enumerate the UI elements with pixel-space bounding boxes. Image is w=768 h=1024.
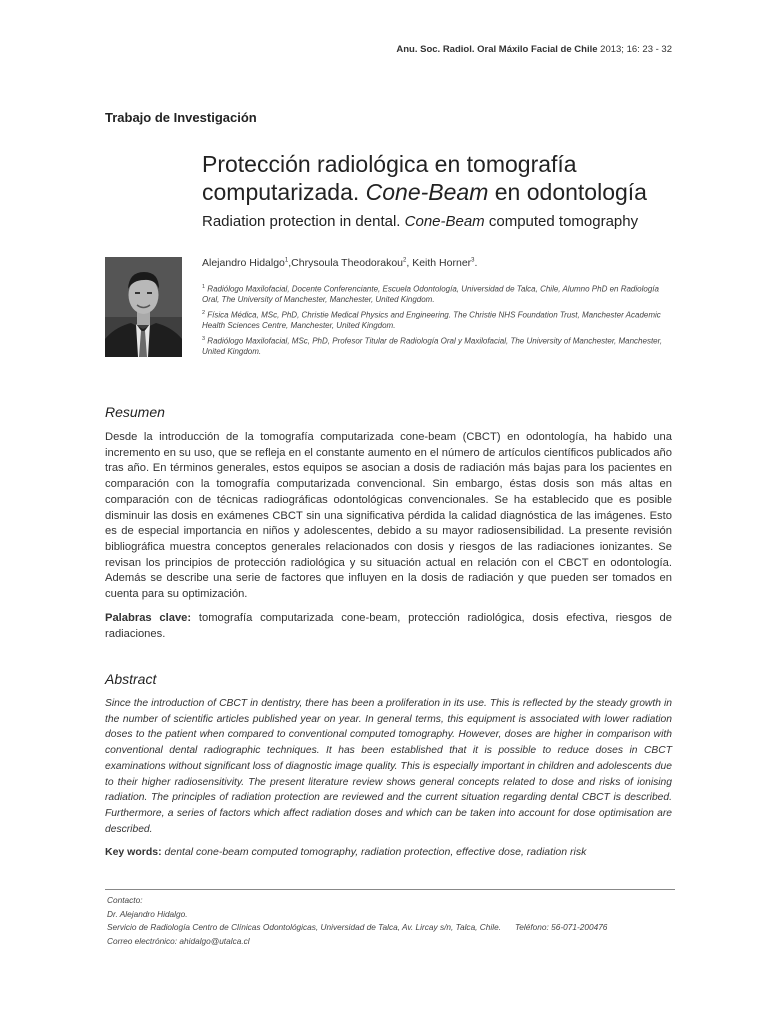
- affiliation-2-text: Física Médica, MSc, PhD, Christie Medical Physics and Engineering. The Christie NHS Foundation Trust, Manchester Academic Health Sciences Centre, Manchester, United Kingdom.: [202, 310, 661, 331]
- contact-name: Dr. Alejandro Hidalgo.: [107, 908, 188, 919]
- author-2-mark: 2: [403, 257, 407, 264]
- author-list: [202, 257, 682, 269]
- key-words: [105, 845, 672, 860]
- key-words-text: dental cone-beam computed tomography, radiation protection, effective dose, radiation risk: [161, 846, 587, 858]
- contact-address-line: [107, 921, 677, 935]
- palabras-clave: [105, 611, 672, 642]
- affiliation-3-text: Radiólogo Maxilofacial, MSc, PhD, Profesor Titular de Radiología Oral y Maxilofacial, The University of Manchester, Manchester, United Kingdom.: [202, 336, 663, 356]
- contact-divider: [105, 889, 675, 890]
- contact-phone: Teléfono: 56-071-200476: [515, 922, 608, 933]
- resumen-heading: Resumen: [105, 404, 165, 420]
- palabras-clave-label: Palabras clave:: [105, 612, 192, 624]
- contact-block: [107, 894, 677, 948]
- affiliation-3: [202, 334, 677, 358]
- title-en-part2: computed tomography: [484, 213, 639, 230]
- affiliation-1-text: Radiólogo Maxilofacial, Docente Conferenciante, Escuela Odontología, Universidad de Talca, Chile, Alumno PhD en Radiología Oral, The University of Manchester, Manchester, United Kingdom.: [202, 284, 659, 305]
- affiliation-2: [202, 308, 677, 332]
- author-2: ,Chrysoula Theodorakou: [288, 257, 404, 269]
- author-3-mark: 3: [471, 257, 475, 264]
- title-es-italic: Cone-Beam: [365, 179, 489, 205]
- author-photo: [105, 257, 182, 357]
- affiliation-2-number: 2: [202, 309, 206, 316]
- author-portrait-image: [105, 257, 182, 357]
- author-1-mark: 1: [284, 257, 289, 264]
- journal-name: Anu. Soc. Radiol. Oral Máxilo Facial de Chile: [396, 44, 598, 55]
- title-english: [202, 212, 722, 232]
- title-en-part1: Radiation protection in dental.: [202, 213, 405, 230]
- resumen-body: Desde la introducción de la tomografía computarizada cone-beam (CBCT) en odontología, ha habido una incremento en su uso, que se refleja en el constante aumento en el número de artículos científicos publicados año tras año. En términos generales, estos equipos se asocian a dosis de radiación más bajas para los pacientes en comparación con la tomografía computarizada convencional. Sin embargo, éstas dosis son más altas en comparación con de técnicas radiográficas odontológicas convencionales. Se ha establecido que es posible disminuir las dosis en exámenes CBCT sin una significativa pérdida la calidad diagnóstica de las imágenes. Esto es de especial importancia en niños y adolescentes, debido a su mayor radiosensibilidad. La presente revisión bibliográfica muestra conceptos generales relacionados con dosis y riesgos de las radiaciones ionizantes. Se revisan los principios de protección radiológica y su situación actual en relación con el CBCT en odontología. Además se describe una serie de factores que influyen en la dosis de radiación y que pueden ser tomados en cuenta para su optimización.: [105, 431, 672, 601]
- affiliation-1: [202, 282, 677, 306]
- author-3: , Keith Horner: [406, 257, 472, 269]
- section-label: Trabajo de Investigación: [105, 110, 257, 125]
- abstract-body: Since the introduction of CBCT in dentistry, there has been a proliferation in its use. This is reflected by the steady growth in the number of scientific articles published year on year. In general terms, this equipment is associated with lower radiation doses to the patient when compared to conventional computed tomography. However, doses are higher in comparison with conventional dental radiographic techniques. It has been established that it is possible to reduce doses in CBCT examinations without significant loss of diagnostic image quality. This is especially important in children and adolescents due to their higher radiosensitivity. The present literature review shows general concepts related to dose and risks of ionising radiation. The principles of radiation protection are reviewed and the current situation regarding dental CBCT is described. Furthermore, a series of factors which affect radiation doses and which can be taken into account for dose optimisation are described.: [105, 698, 672, 835]
- journal-reference: [396, 44, 672, 55]
- title-spanish: [202, 150, 722, 206]
- title-es-line1: Protección radiológica en tomografía: [202, 151, 577, 177]
- affiliations: [202, 282, 677, 360]
- key-words-label: Key words:: [105, 846, 162, 858]
- title-en-italic: Cone-Beam: [404, 213, 485, 230]
- contact-address: Servicio de Radiología Centro de Clínicas Odontológicas, Universidad de Talca, Av. Lircay s/n, Talca, Chile.: [107, 922, 501, 933]
- contact-label: Contacto:: [107, 895, 143, 905]
- affiliation-3-number: 3: [202, 335, 206, 342]
- author-list-end: .: [474, 257, 478, 269]
- affiliation-1-number: 1: [202, 284, 206, 290]
- abstract-heading: Abstract: [105, 671, 157, 687]
- author-1: Alejandro Hidalgo: [202, 257, 285, 269]
- palabras-clave-text: tomografía computarizada cone-beam, protección radiológica, dosis efectiva, riesgos de radiaciones.: [105, 612, 672, 640]
- contact-email[interactable]: Correo electrónico: ahidalgo@utalca.cl: [107, 935, 250, 946]
- journal-citation: 2013; 16: 23 - 32: [600, 44, 672, 55]
- title-es-part2: computarizada.: [202, 179, 366, 205]
- title-es-part3: en odontología: [488, 179, 647, 205]
